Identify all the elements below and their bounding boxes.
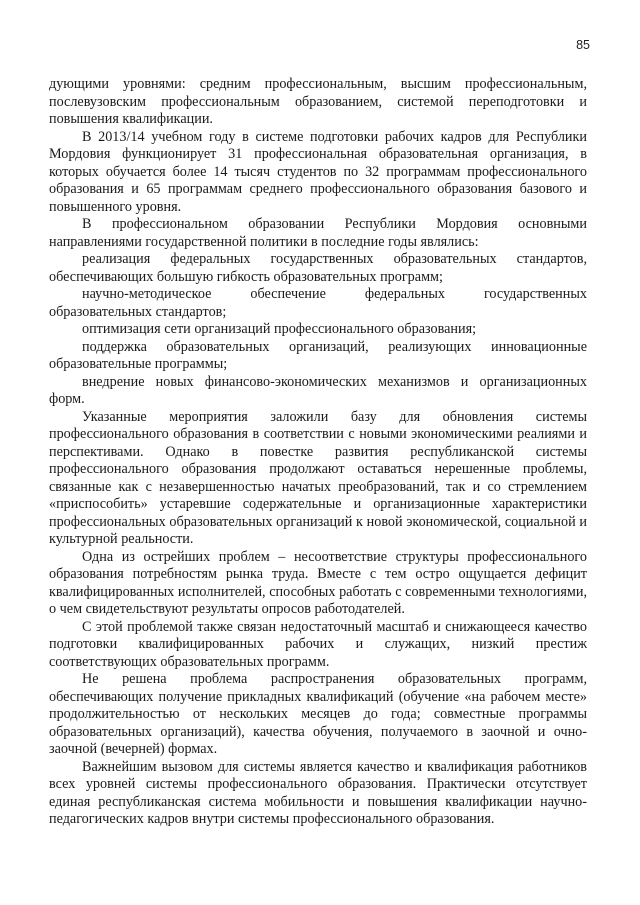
paragraph-policy-directions: В профессиональном образовании Республики Мордовия основными направлениями государственной политики в последние годы являлись: (49, 216, 587, 250)
list-item-standards: реализация федеральных государственных образовательных стандартов, обеспечивающих большую гибкость образовательных программ; (49, 251, 587, 285)
list-item-financial-mechanisms: внедрение новых финансово-экономических механизмов и организационных форм. (49, 373, 587, 407)
paragraph-labor-market: Одна из острейших проблем – несоответствие структуры профессионального образования потребностям рынка труда. Вместе с тем остро ощущается дефицит квалифицированных исполнителей, способных работать с современными технологиями, о чем свидетельствуют результаты опросов работодателей. (49, 548, 587, 617)
paragraph-applied-qualifications: Не решена проблема распространения образовательных программ, обеспечивающих получение прикладных квалификаций (обучение «на рабочем месте» продолжительностью от нескольких месяцев до года; совместные программы образовательных организаций), качества обучения, получаемого в заочной и очно-заочной (вечерней) формах. (49, 671, 587, 757)
paragraph-continuation: дующими уровнями: средним профессиональным, высшим профессиональным, послевузовским профессиональным образованием, системой переподготовки и повышения квалификации. (49, 76, 587, 127)
list-item-innovation-support: поддержка образовательных организаций, реализующих инновационные образовательные программы; (49, 338, 587, 372)
paragraph-staff-qualification: Важнейшим вызовом для системы является качество и квалификация работников всех уровней системы профессионального образования. Практически отсутствует единая республиканская система мобильности и повышения квалификации научно-педагогических кадров внутри системы профессионального образования. (49, 758, 587, 827)
paragraph-training-system: В 2013/14 учебном году в системе подготовки рабочих кадров для Республики Мордовия функционирует 31 профессиональная образовательная организация, в которых обучается более 14 тысяч студентов по 32 программам профессионального образования и 65 программам среднего профессионального образования базового и повышенного уровня. (49, 128, 587, 215)
paragraph-measures-base: Указанные мероприятия заложили базу для обновления системы профессионального образования в соответствии с новыми экономическими реалиями и перспективами. Однако в повестке развития республиканской системы профессионального образования продолжают оставаться нерешенные проблемы, связанные как с незавершенностью начатых преобразований, так и со стремлением «приспособить» устаревшие содержательные и организационные характеристики профессиональных образовательных организаций к новой экономической, социальной и культурной реальности. (49, 408, 587, 547)
list-item-methodology: научно-методическое обеспечение федеральных государственных образовательных стандартов; (49, 286, 587, 320)
page-number: 85 (576, 38, 590, 52)
list-item-network-optimization: оптимизация сети организаций профессионального образования; (82, 321, 477, 337)
paragraph-training-quality: С этой проблемой также связан недостаточный масштаб и снижающееся качество подготовки квалифицированных рабочих и служащих, низкий престиж соответствующих образовательных программ. (49, 618, 587, 670)
body-text (49, 76, 587, 829)
